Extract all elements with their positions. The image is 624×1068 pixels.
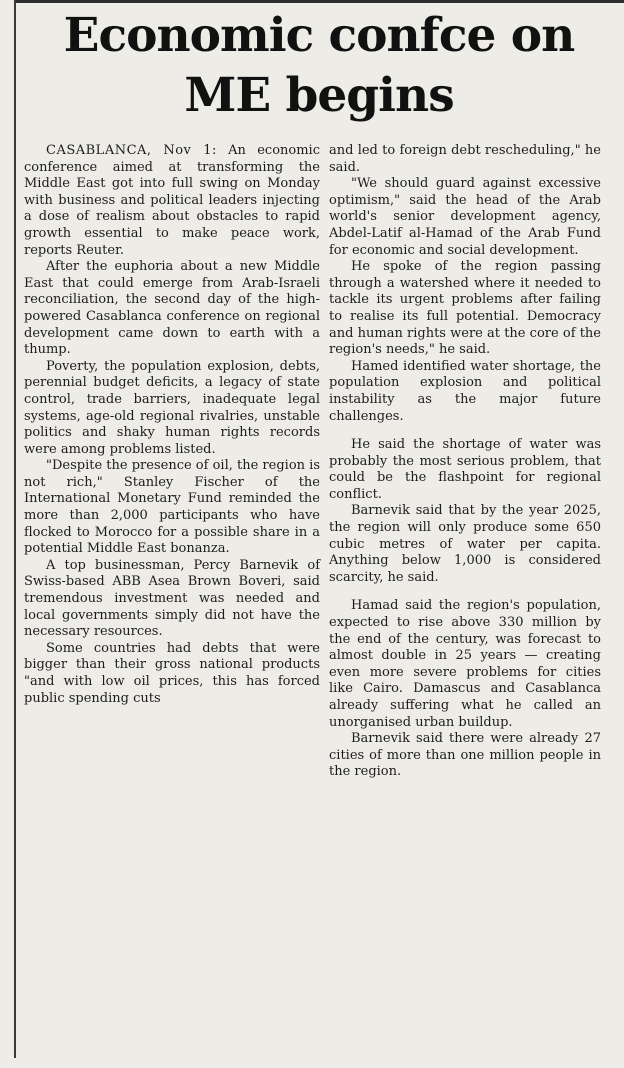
paragraph: Hamad said the region's population, expected to rise above 330 million by the end of the century, was forecast to almost double in 25 years — creating even more severe problems for cities like Cairo. Damascus and Casablanca already suffering what he called an unorganised urban buildup. (329, 598, 601, 730)
paragraph: Hamed identified water shortage, the population explosion and political instability as the major future challenges. (329, 358, 601, 424)
dateline: CASABLANCA, Nov 1: (46, 143, 217, 158)
paragraph: Barnevik said there were already 27 cities of more than one million people in the region. (329, 731, 601, 780)
paragraph: and led to foreign debt rescheduling," he said. (329, 143, 601, 175)
paragraph: After the euphoria about a new Middle East that could emerge from Arab-Israeli reconciliation, the second day of the high-powered Casablanca conference on regional development came down to earth with a thump. (24, 259, 320, 358)
column-rule (14, 0, 16, 1058)
paragraph: "We should guard against excessive optimism," said the head of the Arab world's senior development agency, Abdel-Latif al-Hamad of the Arab Fund for economic and social development. (329, 176, 601, 258)
paragraph: Barnevik said that by the year 2025, the region will only produce some 650 cubic metres of water per capita. Anything below 1,000 is considered scarcity, he said. (329, 503, 601, 585)
headline (18, 6, 620, 126)
paragraph: He spoke of the region passing through a watershed where it needed to tackle its urgent problems after failing to realise its full potential. Democracy and human rights were at the core of the region's needs," he said. (329, 259, 601, 358)
top-rule (14, 0, 624, 3)
headline-line-2: ME begins (184, 68, 454, 123)
paragraph: A top businessman, Percy Barnevik of Swiss-based ABB Asea Brown Boveri, said tremendous investment was needed and local governments simply did not have the necessary resources. (24, 557, 320, 640)
paragraph-text: An economic conference aimed at transforming the Middle East got into full swing on Monday with business and political leaders injecting a dose of realism about obstacles to rapid growth essential to make peace work, reports Reuter. (24, 143, 320, 258)
paragraph (24, 143, 320, 259)
article-column-right (329, 143, 601, 781)
headline-line-1: Economic confce on (63, 8, 575, 63)
paragraph: He said the shortage of water was probably the most serious problem, that could be the flashpoint for regional conflict. (329, 437, 601, 502)
paragraph: "Despite the presence of oil, the region is not rich," Stanley Fischer of the International Monetary Fund reminded the more than 2,000 participants who have flocked to Morocco for a possible share in a potential Middle East bonanza. (24, 458, 320, 557)
paragraph: Poverty, the population explosion, debts, perennial budget deficits, a legacy of state control, trade barriers, inadequate legal systems, age-old regional rivalries, unstable politics and shaky human rights records were among problems listed. (24, 358, 320, 457)
article-column-left (24, 143, 320, 707)
paragraph: Some countries had debts that were bigger than their gross national products "and with low oil prices, this has forced public spending cuts (24, 640, 320, 706)
